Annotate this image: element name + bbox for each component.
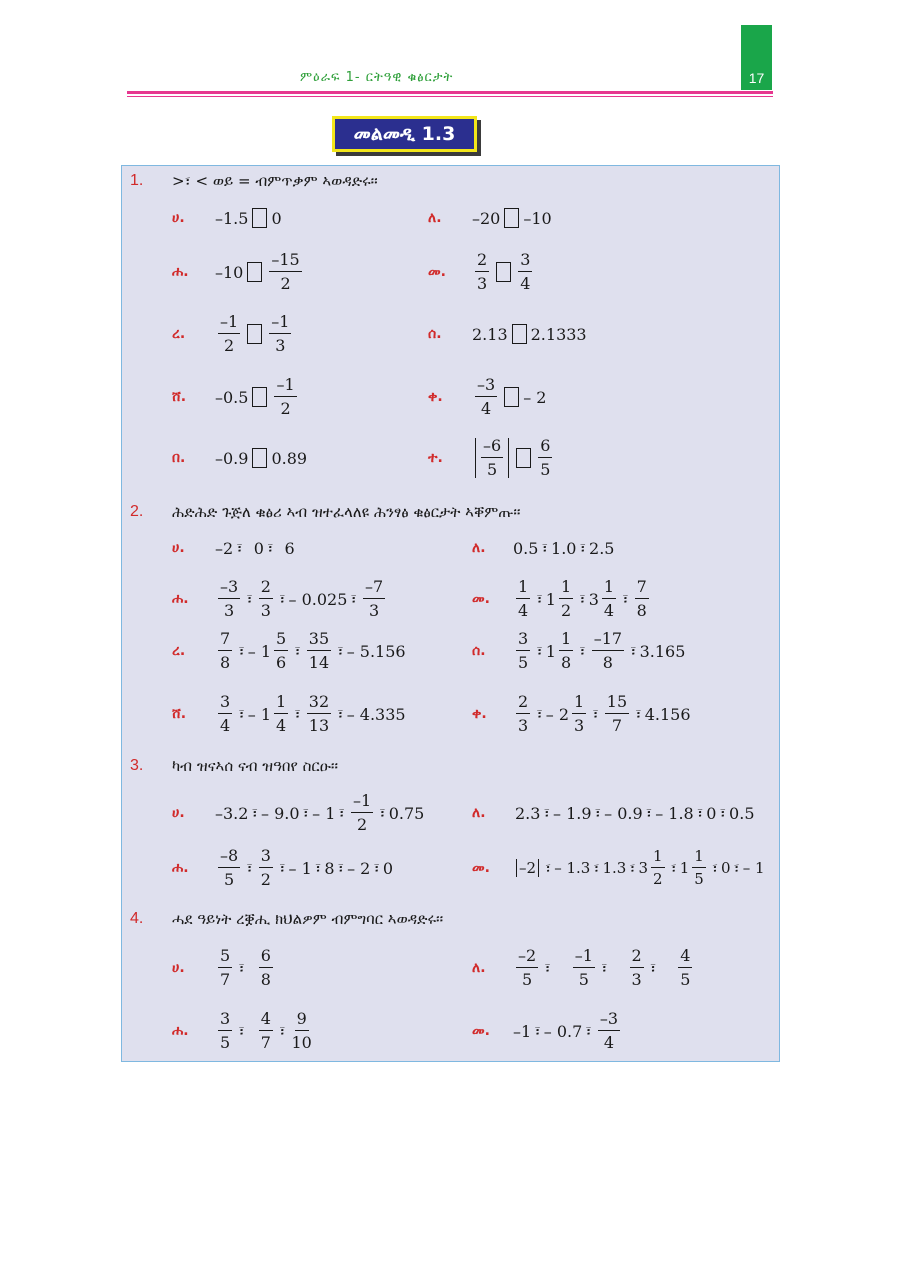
value: 2.1333 [530, 324, 587, 344]
value: 0 [271, 208, 282, 228]
comparison [472, 308, 587, 360]
question-text: ሕድሕድ ጉጅለ ቁፅሪ ኣብ ዝተፈላለዩ ሕንፃፅ ቁፅርታት ኣቐምጡ፡፡ [172, 503, 521, 521]
comparison [215, 432, 307, 484]
number-list: $\frac{3}{5}$ ፣ $\frac{4}{7}$ ፣ $\frac{9}{10}$ [220, 1009, 312, 1052]
value: 2.13 [472, 324, 508, 344]
number-list: $\frac{7}{8}$ ፣ – 1 $\frac{5}{6}$ ፣ $\frac{35}{14}$ ፣ – 5.156 [220, 629, 406, 672]
number-list: $\frac{1}{4}$ ፣ 1 $\frac{1}{2}$ ፣ 3 $\frac{1}{4}$ ፣ $\frac{7}{8}$ [518, 577, 647, 620]
number-list: –2 ፣ 0 ፣ 6 [215, 538, 295, 558]
fraction: $\frac{-6}{5}$ [483, 436, 502, 479]
answer-box[interactable] [252, 208, 267, 228]
value: –10 [523, 208, 552, 228]
value: –0.5 [215, 387, 249, 407]
item-label: ቀ. [472, 706, 487, 722]
item-label: ሐ. [172, 860, 189, 876]
item-label: ሀ. [172, 210, 185, 226]
fraction: $\frac{-1}{3}$ [271, 312, 290, 355]
number-list: 2.3 ፣ – 1.9 ፣ – 0.9 ፣ – 1.8 ፣ 0 ፣ 0.5 [515, 803, 755, 823]
fraction: $\frac{-1}{2}$ [220, 312, 239, 355]
item-label: ለ. [472, 540, 486, 556]
question-text: >፣ < ወይ = ብምጥቃም ኣወዳድሩ፡፡ [172, 172, 378, 190]
item-label: ሀ. [172, 540, 185, 556]
value: –10 [215, 262, 244, 282]
item-label: ሰ. [472, 643, 486, 659]
question-number: 4. [130, 910, 144, 927]
answer-box[interactable] [512, 324, 527, 344]
answer-box[interactable] [496, 262, 511, 282]
fraction: $\frac{-3}{4}$ [477, 375, 496, 418]
item-label: መ. [472, 1023, 490, 1039]
item-label: ሐ. [172, 264, 189, 280]
number-list: –3.2 ፣ – 9.0 ፣ – 1 ፣ $\frac{-1}{2}$ ፣ 0.75 [215, 791, 425, 834]
chapter-title: ምዕራፍ 1- ርትዓዊ ቁፅርታት [300, 70, 454, 85]
absolute-value [475, 438, 509, 478]
number-list: –2 ፣ – 1.3 ፣ 1.3 ፣ 3 $\frac{1}{2}$ ፣ 1 $\frac{1}{5}$ ፣ 0 ፣ – 1 [513, 842, 765, 894]
header-rule [127, 91, 773, 94]
comparison [472, 371, 546, 423]
item-label: ሐ. [172, 1023, 189, 1039]
number-list: $\frac{-3}{3}$ ፣ $\frac{2}{3}$ ፣ – 0.025 ፣ $\frac{-7}{3}$ [220, 577, 384, 620]
question-number: 1. [130, 172, 144, 189]
number-list: $\frac{3}{5}$ ፣ 1 $\frac{1}{8}$ ፣ $\frac{-17}{8}$ ፣ 3.165 [518, 629, 686, 672]
answer-box[interactable] [504, 387, 519, 407]
item-label: ረ. [172, 326, 186, 342]
item-label: መ. [472, 860, 490, 876]
comparison [215, 308, 294, 360]
item-label: መ. [428, 264, 446, 280]
comparison [472, 246, 535, 298]
fraction: $\frac{2}{3}$ [477, 250, 488, 293]
fraction: $\frac{-1}{2}$ [276, 375, 295, 418]
header-rule-thin [127, 96, 773, 97]
number-list: $\frac{2}{3}$ ፣ – 2 $\frac{1}{3}$ ፣ $\frac{15}{7}$ ፣ 4.156 [518, 692, 691, 735]
value: –20 [472, 208, 501, 228]
answer-box[interactable] [247, 324, 262, 344]
comparison [472, 432, 555, 484]
number-list: $\frac{3}{4}$ ፣ – 1 $\frac{1}{4}$ ፣ $\frac{32}{13}$ ፣ – 4.335 [220, 692, 406, 735]
value: 0.89 [271, 448, 308, 468]
question-number: 2. [130, 503, 144, 520]
number-list: –1 ፣ – 0.7 ፣ $\frac{-3}{4}$ [513, 1009, 619, 1052]
item-label: ሀ. [172, 805, 185, 821]
item-label: ቀ. [428, 389, 443, 405]
item-label: ለ. [472, 805, 486, 821]
item-label: ለ. [472, 960, 486, 976]
fraction: $\frac{3}{4}$ [520, 250, 531, 293]
item-label: መ. [472, 591, 490, 607]
question-text: ሓደ ዓይነት ረቛሒ ክህልዎም ብምግባር ኣወዳድሩ፡፡ [172, 910, 444, 928]
fraction: $\frac{6}{5}$ [540, 436, 551, 479]
answer-box[interactable] [504, 208, 519, 228]
value: – 2 [523, 387, 547, 407]
page-number: 17 [748, 70, 765, 86]
absolute-value: –2 [516, 859, 539, 877]
question-number: 3. [130, 757, 144, 774]
item-label: ሰ. [428, 326, 442, 342]
comparison [215, 246, 305, 298]
answer-box[interactable] [516, 448, 531, 468]
item-label: ለ. [428, 210, 442, 226]
item-label: ሀ. [172, 960, 185, 976]
item-label: ረ. [172, 643, 186, 659]
item-label: ሸ. [172, 706, 187, 722]
answer-box[interactable] [252, 448, 267, 468]
value: –1.5 [215, 208, 249, 228]
number-list: 0.5 ፣ 1.0 ፣ 2.5 [513, 538, 615, 558]
item-label: ሐ. [172, 591, 189, 607]
value: –0.9 [215, 448, 249, 468]
number-list: $\frac{-8}{5}$ ፣ $\frac{3}{2}$ ፣ – 1 ፣ 8 ፣ – 2 ፣ 0 [220, 846, 394, 889]
answer-box[interactable] [252, 387, 267, 407]
exercise-badge: መልመዲ 1.3 [332, 116, 477, 152]
item-label: ሸ. [172, 389, 187, 405]
number-list: $\frac{5}{7}$ ፣ $\frac{6}{8}$ [220, 946, 271, 989]
item-label: በ. [172, 450, 186, 466]
item-label: ተ. [428, 450, 443, 466]
question-text: ካብ ዝናኣሰ ናብ ዝዓበየ ስርዑ፡፡ [172, 757, 338, 775]
comparison [472, 192, 552, 244]
fraction: $\frac{-15}{2}$ [271, 250, 300, 293]
comparison [215, 371, 300, 423]
answer-box[interactable] [247, 262, 262, 282]
comparison [215, 192, 282, 244]
number-list: $\frac{-2}{5}$ ፣ $\frac{-1}{5}$ ፣ $\frac{2}{3}$ ፣ $\frac{4}{5}$ [518, 946, 691, 989]
